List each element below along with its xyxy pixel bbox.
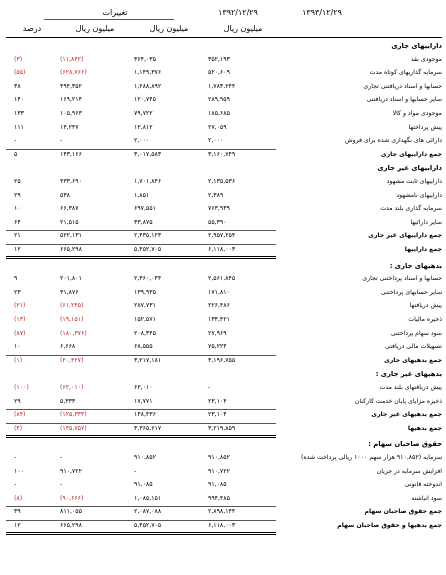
unit-1393: میلیون ریال [223,24,263,33]
value-1392: ۱,۰۸۵,۱۵۱ [134,494,162,502]
value-change: ۹۱۰,۷۲۲ [60,467,82,475]
value-1392: ۱۷,۷۷۱ [134,397,153,405]
value-percent: (۸۴) [14,411,26,419]
value-1392: ۳,۲۱۷,۱۸۱ [134,356,162,364]
value-percent: (۱۳) [14,316,26,323]
value-percent: ۲۳ [14,288,21,296]
value-change: - [60,454,63,461]
row-label: دارائی های نگهداری شده برای فروش [345,137,442,145]
value-1392: ۱۴۸,۴۳۶ [134,411,156,419]
value-percent: (۳) [14,55,23,63]
value-1392: ۱۲,۸۱۲ [134,123,153,131]
value-1392: ۵,۴۵۲,۷۰۵ [134,522,162,529]
section-heading-row [6,162,442,174]
value-percent: ۱۲ [14,246,21,253]
table-row [6,479,442,491]
value-1392: ۲,۳۶۰,۰۴۴ [134,275,162,283]
table-row [6,190,442,202]
table-row [6,135,442,147]
unit-percent: درصد [22,24,42,33]
table-row [6,287,442,299]
value-1392: ۵,۴۵۲,۷۰۵ [134,246,162,253]
value-1393: ۹۱,۰۸۵ [208,481,227,489]
value-change: (۱۴۵,۷۵۷) [60,424,87,432]
subtotal-row [6,506,442,518]
value-1393: ۷۵,۲۲۴ [208,343,227,351]
value-percent: ۱۰۰ [14,467,24,475]
table-row [6,382,442,394]
value-change: ۸۱۱,۰۵۵ [60,508,82,516]
row-label: جمع داراییها [404,246,442,253]
value-percent: (۱۰۰) [14,384,29,391]
row-label: ذخیره مزایای پایان خدمت کارکنان [354,397,442,405]
section-heading-row [6,260,442,272]
value-percent: ۱۴۰ [14,96,24,104]
total-top-rule [6,230,276,231]
table-row [6,493,442,505]
value-1393: ۳,۱۶۰,۷۴۹ [208,150,236,158]
value-percent: - [14,481,17,489]
value-change: ۶۶۵,۲۹۸ [60,522,82,529]
value-change: (۱۹,۱۵۱) [60,316,84,323]
table-row [6,273,442,285]
value-1393: ۱۷۱,۸۱۰ [208,288,230,296]
value-percent: ۳۹ [14,508,21,516]
total-top-rule [6,244,276,245]
table-row [6,94,442,106]
value-1392: ۱,۸۵۱ [134,191,150,199]
value-1393: ۹۱۰,۸۵۲ [208,454,230,461]
value-change: ۵۳۸ [60,191,70,199]
value-1392: ۱۲۰,۷۴۵ [134,96,156,104]
value-change: ۶۶,۳۸۷ [60,205,79,213]
section-heading-row [6,438,442,450]
value-1393: ۵۵,۳۹۰ [208,218,227,226]
value-change: ۴۹۴,۳۵۲ [60,82,82,90]
value-1392: - [134,467,137,475]
row-label: سرمایه گذاریهای کوتاه مدت [369,69,442,77]
value-1393: ۲,۱۳۵,۵۳۶ [208,178,236,185]
value-1393: ۳,۱۹۶,۷۵۵ [208,356,236,364]
value-1393: ۲,۰۰۰ [208,137,224,145]
value-1392: ۱۵۲,۵۷۱ [134,316,156,323]
value-1392: ۱,۷۰۱,۸۴۶ [134,178,162,185]
changes-underline [44,19,174,20]
row-label: موجودی مواد و کالا [392,110,442,117]
row-label: سایر حسابها و اسناد دریافتنی [366,96,442,104]
value-1393: ۳۵۲,۱۹۳ [208,55,230,63]
value-1392: ۶۲,۰۱۰ [134,384,153,391]
value-change: (۶۲۸,۷۶۶) [60,69,87,77]
row-label: پیش پرداختها [408,123,442,131]
value-percent: - [14,137,17,145]
value-1392: ۲۰۸,۳۴۵ [134,329,156,337]
value-1393: ۱,۷۸۳,۲۴۴ [208,82,236,90]
row-label: سود سهام پرداختنی [390,329,442,337]
subtotal-row [6,409,442,421]
value-change: (۱۲۵,۳۳۳) [60,411,87,419]
table-row [6,122,442,134]
value-percent: (۴) [14,424,23,432]
row-label: حسابها و اسناد پرداختنی تجاری [362,275,442,283]
value-1393: ۲۲۶,۴۸۶ [208,302,230,310]
row-label: افزایش سرمایه در جریان [376,467,442,475]
unit-1392: میلیون ریال [149,24,189,33]
row-label: داراییهای نامشهود [396,191,442,199]
value-1393: ۶,۱۱۸,۰۰۳ [208,522,236,529]
row-label: داراییهای غیر جاری [377,164,442,173]
value-1393: ۱۳۴,۴۲۱ [208,316,230,323]
value-percent: ۱۰ [14,205,21,213]
row-label: جمع داراییهای غیر جاری [368,232,442,240]
total-top-rule [6,423,276,424]
table-row [6,81,442,93]
value-1393: ۲,۸۹۸,۱۴۴ [208,508,236,516]
value-1392: ۱,۱۴۹,۳۷۶ [134,69,162,77]
grand-total-row [6,244,442,256]
value-1392: ۹۱۰,۸۵۲ [134,454,156,461]
value-1393: ۲,۵۶۱,۸۴۵ [208,275,236,283]
value-change: ۲۰۱,۸۰۱ [60,275,82,283]
value-percent: ۹ [14,275,18,283]
value-1393: ۶,۱۱۸,۰۰۳ [208,246,236,253]
value-1392: ۳,۰۱۷,۵۸۳ [134,150,162,158]
total-top-rule [6,149,276,150]
value-change: (۶۲,۰۱۰) [60,384,84,391]
total-top-rule [6,506,276,507]
subtotal-row [6,149,442,161]
unit-changes: میلیون ریال [75,24,115,33]
subtotal-row [6,355,442,367]
value-1393: ۲۷,۰۵۹ [208,123,227,131]
value-change: ۱۰۵,۹۶۳ [60,110,82,117]
value-percent: (۲۱) [14,302,26,310]
subtotal-row [6,230,442,242]
row-label: حسابها و اسناد دریافتنی تجاری [363,82,442,90]
table-row [6,108,442,120]
table-row [6,54,442,66]
value-change: - [60,481,63,489]
value-1392: ۲,۴۳۵,۱۲۳ [134,232,162,240]
row-label: پیش دریافتهای بلند مدت [379,384,442,391]
changes-title: تغییرات [102,8,128,17]
total-top-rule [6,409,276,410]
value-change: ۱۶۹,۲۱۴ [60,96,82,104]
value-1393: ۳,۲۱۹,۸۵۹ [208,424,236,432]
row-label: موجودی نقد [410,55,442,63]
total-top-rule [6,520,276,521]
grand-total-double-rule [6,256,276,259]
value-1392: ۹۱,۰۸۵ [134,481,153,489]
grand-total-double-rule [6,435,276,438]
header-rule [6,37,442,38]
table-row [6,328,442,340]
value-1393: ۲۷,۹۶۹ [208,329,227,337]
table-row [6,203,442,215]
value-change: ۵,۳۳۳ [60,397,76,405]
value-percent: ۱۰ [14,343,21,351]
value-1392: ۲,۰۰۰ [134,137,150,145]
row-label: ذخیره مالیات [408,316,442,323]
row-label: جمع بدهیها و حقوق صاحبان سهام [337,522,442,529]
column-date-1392: ۱۳۹۲/۱۲/۲۹ [218,8,258,17]
row-label: اندوخته قانونی [404,481,442,489]
value-percent: - [14,454,17,461]
table-row [6,466,442,478]
value-change: ۱۴۳,۱۶۶ [60,150,82,158]
value-percent: ۲۹ [14,191,21,199]
section-heading-row [6,40,442,52]
value-change: ۴۳۳,۶۹۰ [60,178,82,185]
value-percent: (۸۷) [14,329,26,337]
row-label: سایر دارائیها [410,218,442,226]
value-change: ۶,۶۶۸ [60,343,76,351]
value-change: (۶۱,۲۴۵) [60,302,84,310]
row-label: داراییهای ثابت مشهود [386,178,442,185]
row-label: بدهیهای جاری : [389,261,442,270]
grand-total-row [6,423,442,435]
value-1393: ۲۳,۱۰۴ [208,397,227,405]
row-label: جمع بدهیها [407,424,442,432]
value-1392: ۱۳۹,۹۳۵ [134,288,156,296]
value-1393: ۲۸۹,۹۵۹ [208,96,230,104]
value-change: - [60,137,63,145]
row-label: جمع بدهیهای جاری [384,356,442,364]
value-percent: ۲۹ [14,397,21,405]
value-change: ۲۱,۵۱۵ [60,218,79,226]
grand-total-row [6,520,442,532]
row-label: سرمایه گذاری بلند مدت [380,205,442,213]
value-percent: ۳۸ [14,82,21,90]
table-row [6,176,442,188]
row-label: پیش دریافتها [409,302,442,310]
row-label: بدهیهای غیر جاری : [375,370,442,379]
section-heading-row [6,368,442,380]
table-row [6,341,442,353]
row-label: تسهیلات مالی دریافتی [385,343,442,351]
row-label: سرمایه (۹۱۰,۸۵۲ هزار سهم ۱۰۰۰ ریالی پرداخت شده) [300,454,442,461]
value-change: ۵۲۲,۱۳۱ [60,232,82,240]
value-1392: ۷۹,۷۲۲ [134,110,153,117]
value-1392: ۱,۲۸۸,۸۹۲ [134,82,162,90]
table-row [6,396,442,408]
value-change: (۹۰,۶۶۶) [60,494,84,502]
row-label: جمع حقوق صاحبان سهام [364,508,442,516]
table-row [6,314,442,326]
row-label: حقوق صاحبان سهام : [368,440,442,449]
value-percent: ۶۴ [14,218,21,226]
value-change: ۳۱,۸۷۶ [60,288,79,296]
table-row [6,452,442,464]
value-1393: ۷۶۳,۹۳۹ [208,205,230,213]
row-label: سود انباشته [411,494,442,502]
value-1393: ۹۹۴,۴۸۵ [208,494,230,502]
value-change: ۱۴,۲۴۷ [60,123,79,131]
value-1393: ۵۲۰,۶۰۹ [208,69,230,77]
value-1392: ۲,۰۸۷,۰۸۸ [134,508,162,516]
row-label: جمع داراییهای جاری [380,150,442,158]
value-percent: ۱۳۳ [14,110,24,117]
table-row [6,67,442,79]
value-1393: ۲,۳۸۹ [208,191,224,199]
value-percent: ۱۲ [14,522,21,529]
value-percent: ۵ [14,150,18,158]
value-1393: - [208,384,211,391]
value-percent: ۲۱ [14,232,21,240]
value-change: (۱۸۰,۳۷۶) [60,329,87,337]
value-1392: ۲۸۷,۷۳۱ [134,302,156,310]
row-label: سایر حسابهای پرداختنی [381,288,442,296]
value-percent: ۲۵ [14,178,21,185]
value-1392: ۶۹۷,۵۵۱ [134,205,156,213]
value-1392: ۶۸,۵۵۵ [134,343,153,351]
value-1392: ۳,۳۶۵,۶۱۷ [134,424,162,432]
grand-total-double-rule [6,532,276,535]
value-percent: (۱) [14,356,23,364]
value-change: (۱۱,۸۴۲) [60,55,84,63]
value-1393: ۱۸۵,۶۸۵ [208,110,230,117]
value-change: (۲۰,۴۲۷) [60,356,84,364]
value-change: ۶۶۵,۲۹۸ [60,246,82,253]
row-label: داراییهای جاری [391,42,442,50]
table-row [6,217,442,229]
row-label: جمع بدهیهای غیر جاری [371,411,442,419]
value-percent: (۸) [14,494,23,502]
column-date-1393: ۱۳۹۳/۱۲/۲۹ [302,8,342,17]
value-percent: ۱۱۱ [14,123,24,131]
total-top-rule [6,355,276,356]
value-percent: (۵۵) [14,69,26,77]
table-row [6,300,442,312]
value-1393: ۲,۹۵۷,۲۵۴ [208,232,236,240]
value-1393: ۹۱۰,۷۲۲ [208,467,230,475]
value-1393: ۲۳,۱۰۴ [208,411,227,419]
value-1392: ۳۶۴,۰۳۵ [134,55,156,63]
value-1392: ۳۳,۸۷۵ [134,218,153,226]
